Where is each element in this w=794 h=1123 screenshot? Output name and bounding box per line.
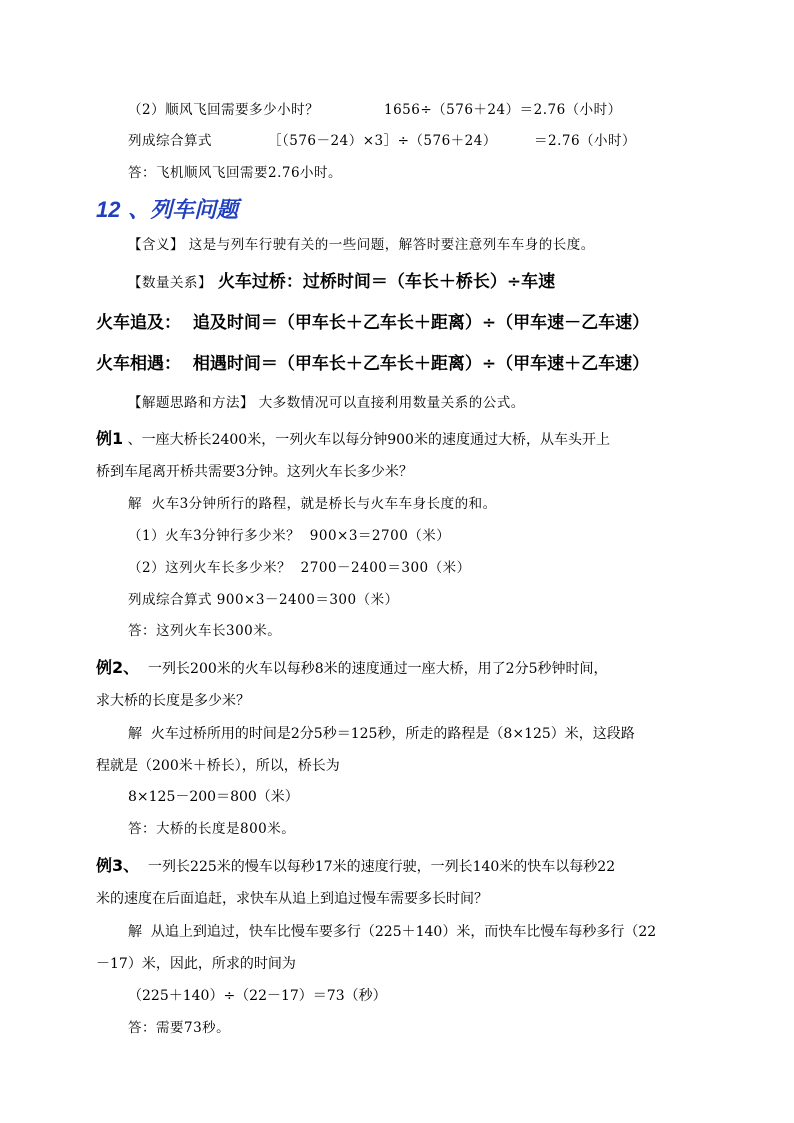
line-combined-result (534, 131, 636, 151)
text: （2）顺风飞回需要多少小时？ (128, 102, 320, 118)
method-line (128, 393, 525, 413)
text: 解 从追上到追过，快车比慢车要多行（225＋140）米，而快车比慢车每秒多行（22 (128, 924, 657, 940)
text: －17）米，因此，所求的时间为 (96, 956, 296, 972)
text: ［（576－24）×3］÷（576＋24） (268, 133, 497, 149)
line-combined-label (128, 131, 212, 151)
text: 一列长225米的慢车以每秒17米的速度行驶，一列长140米的快车以每秒22 (139, 859, 616, 875)
text: 程就是（200米＋桥长），所以，桥长为 (96, 758, 340, 774)
example-3-question (96, 856, 615, 877)
example-2-question (96, 658, 607, 679)
text: （1）火车3分钟行多少米？ 900×3＝2700（米） (128, 528, 451, 544)
example-1-question-cont (96, 462, 413, 482)
text: 求大桥的长度是多少米？ (96, 693, 250, 709)
definition-tag: 【含义】 (128, 237, 184, 253)
example-1-solution-2 (128, 526, 450, 546)
text: 答：这列火车长300米。 (128, 623, 282, 639)
text: 桥到车尾离开桥共需要3分钟。这列火车长多少米？ (96, 464, 413, 480)
relation-line (128, 272, 555, 293)
text: 解 火车过桥所用的时间是2分5秒＝125秒，所走的路程是（8×125）米，这段路 (128, 726, 635, 742)
definition-text: 这是与列车行驶有关的一些问题，解答时要注意列车车身的长度。 (184, 237, 595, 253)
line-combined-formula (268, 131, 497, 151)
text: （225＋140）÷（22－17）＝73（秒） (128, 988, 387, 1004)
text: 一列长200米的火车以每秒8米的速度通过一座大桥，用了2分5秒钟时间， (139, 661, 608, 677)
text: 列成综合算式 900×3－2400＝300（米） (128, 592, 399, 608)
example-1-solution-4 (128, 590, 399, 610)
line-answer-plane (128, 163, 342, 183)
text: 8×125－200＝800（米） (128, 789, 299, 805)
section-heading (96, 196, 238, 224)
example-3-question-cont (96, 889, 488, 909)
line-return-calc (384, 100, 622, 120)
example-2-question-cont (96, 691, 250, 711)
example-1-solution-1 (128, 494, 497, 514)
example-1-answer (128, 621, 281, 641)
section-title: 、列车问题 (120, 197, 239, 223)
text: 火车相遇： 相遇时间＝（甲车长＋乙车长＋距离）÷（甲车速＋乙车速） (96, 354, 650, 374)
relation-tag: 【数量关系】 (128, 275, 212, 291)
relation-bridge-formula: 火车过桥：过桥时间＝（车长＋桥长）÷车速 (212, 272, 556, 292)
example-1-label: 例1 (96, 429, 124, 448)
text: （2）这列火车长多少米？ 2700－2400＝300（米） (128, 560, 471, 576)
example-3-solution-1 (128, 922, 656, 942)
section-number: 12 (96, 197, 121, 222)
text: 火车追及： 追及时间＝（甲车长＋乙车长＋距离）÷（甲车速－乙车速） (96, 313, 650, 333)
example-2-answer (128, 819, 295, 839)
text: 解 火车3分钟所行的路程，就是桥长与火车车身长度的和。 (128, 496, 497, 512)
text: ＝2.76（小时） (534, 133, 637, 149)
line-return-question (128, 100, 319, 120)
definition-line (128, 235, 595, 255)
example-1-solution-3 (128, 558, 471, 578)
text: 答：飞机顺风飞回需要2.76小时。 (128, 165, 343, 181)
formula-chase (96, 313, 649, 333)
example-3-solution-3 (128, 986, 387, 1006)
text: 、一座大桥长2400米，一列火车以每分钟900米的速度通过大桥，从车头开上 (123, 432, 610, 448)
text: 答：需要73秒。 (128, 1020, 231, 1036)
text: 1656÷（576＋24）＝2.76（小时） (384, 102, 622, 118)
example-2-solution-3 (128, 787, 299, 807)
example-1-question (96, 429, 610, 450)
text: 列成综合算式 (128, 133, 212, 149)
method-tag: 【解题思路和方法】 (128, 395, 254, 411)
method-text: 大多数情况可以直接利用数量关系的公式。 (254, 395, 525, 411)
formula-meet (96, 354, 649, 374)
text: 米的速度在后面追赶，求快车从追上到追过慢车需要多长时间？ (96, 891, 488, 907)
example-2-solution-2 (96, 756, 340, 776)
example-3-solution-2 (96, 954, 296, 974)
example-2-label: 例2、 (96, 658, 140, 677)
example-3-answer (128, 1018, 230, 1038)
example-3-label: 例3、 (96, 856, 140, 875)
example-2-solution-1 (128, 724, 635, 744)
text: 答：大桥的长度是800米。 (128, 821, 296, 837)
